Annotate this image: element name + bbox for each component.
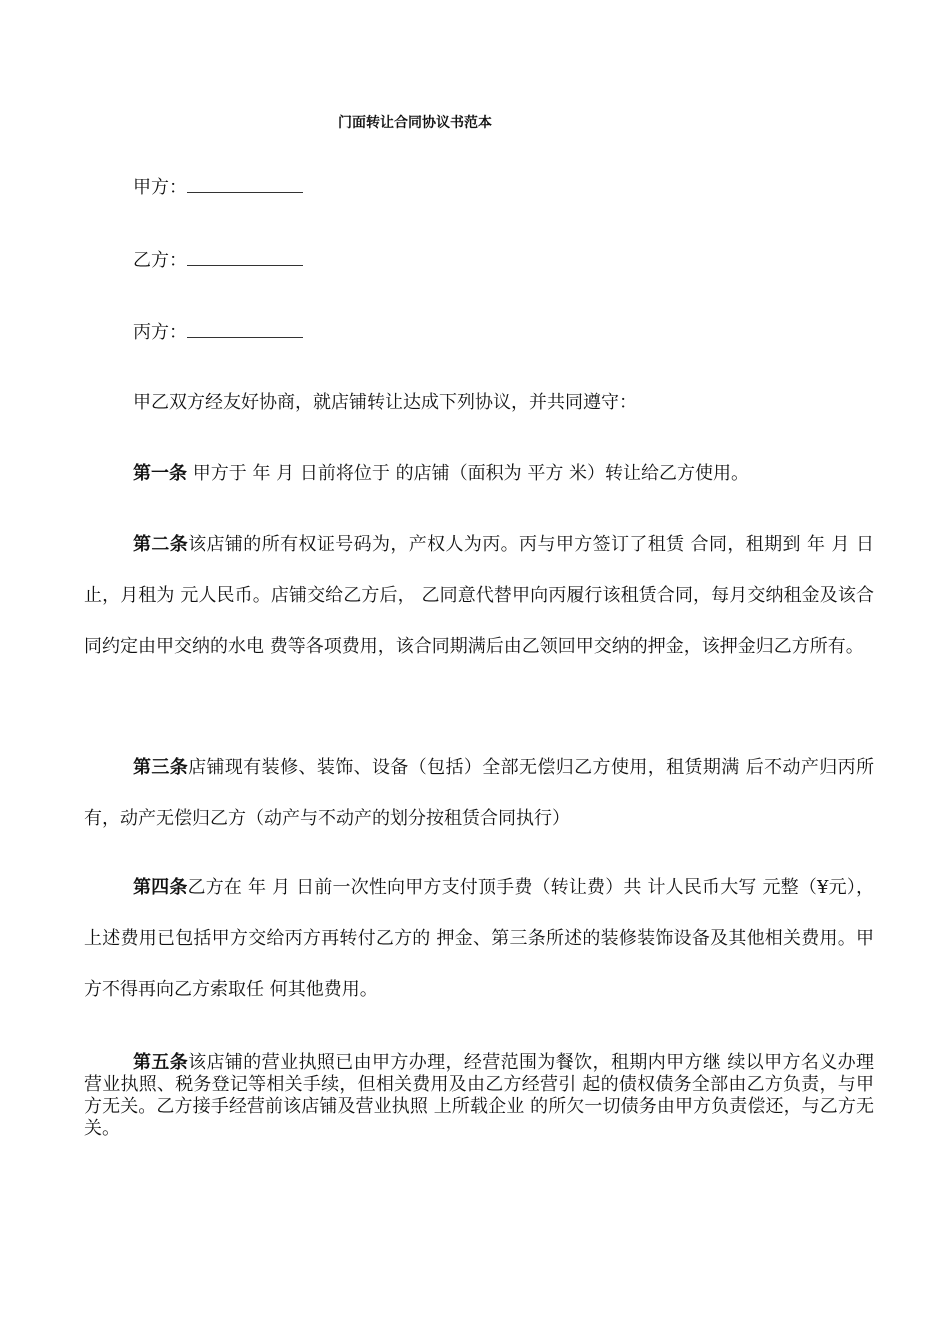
article-5-text: 该店铺的营业执照已由甲方办理，经营范围为餐饮，租期内甲方继 续以甲方名义办理营业执照、税务登记等相关手续，但相关费用及由乙方经营引 起的债权债务全部由乙方负责，与甲方无关。乙方接手经营前该店铺及营业执照 上所载企业 的所欠一切债务由甲方负责偿还，与乙方无关。 bbox=[84, 1052, 875, 1139]
article-4-head: 第四条 bbox=[133, 877, 188, 898]
party-a-blank bbox=[187, 174, 303, 193]
party-b-line bbox=[133, 247, 303, 274]
party-a-line bbox=[133, 174, 303, 201]
party-c-label: 丙方： bbox=[133, 322, 187, 343]
article-1 bbox=[84, 448, 874, 499]
article-2 bbox=[84, 519, 874, 672]
article-3 bbox=[84, 742, 874, 844]
document-title: 门面转让合同协议书范本 bbox=[338, 115, 492, 131]
article-4-text: 乙方在 年 月 日前一次性向甲方支付顶手费（转让费）共 计人民币大写 元整（¥元），上述费用已包括甲方交给丙方再转付乙方的 押金、第三条所述的装修装饰设备及其他相关费用。甲方不得再向乙方索取任 何其他费用。 bbox=[84, 877, 874, 1000]
party-b-blank bbox=[187, 247, 303, 266]
article-5 bbox=[84, 1052, 874, 1140]
article-3-head: 第三条 bbox=[133, 757, 189, 778]
intro-paragraph: 甲乙双方经友好协商，就店铺转让达成下列协议，并共同遵守： bbox=[133, 392, 637, 413]
article-4 bbox=[84, 862, 874, 1015]
article-2-text: 该店铺的所有权证号码为，产权人为丙。丙与甲方签订了租赁 合同，租期到 年 月 日止，月租为 元人民币。店铺交给乙方后， 乙同意代替甲向丙履行该租赁合同，每月交纳租金及该合同约定由甲交纳的水电 费等各项费用，该合同期满后由乙领回甲交纳的押金，该押金归乙方所有。 bbox=[84, 534, 874, 657]
party-b-label: 乙方： bbox=[133, 250, 187, 271]
party-c-blank bbox=[187, 319, 303, 338]
article-1-text: 甲方于 年 月 日前将位于 的店铺（面积为 平方 米）转让给乙方使用。 bbox=[187, 463, 750, 484]
party-c-line bbox=[133, 319, 303, 346]
article-2-head: 第二条 bbox=[133, 534, 189, 555]
party-a-label: 甲方： bbox=[133, 177, 187, 198]
article-3-text: 店铺现有装修、装饰、设备（包括）全部无偿归乙方使用，租赁期满 后不动产归丙所有，动产无偿归乙方（动产与不动产的划分按租赁合同执行） bbox=[84, 757, 875, 829]
article-5-head: 第五条 bbox=[133, 1052, 189, 1073]
article-1-head: 第一条 bbox=[133, 463, 187, 484]
